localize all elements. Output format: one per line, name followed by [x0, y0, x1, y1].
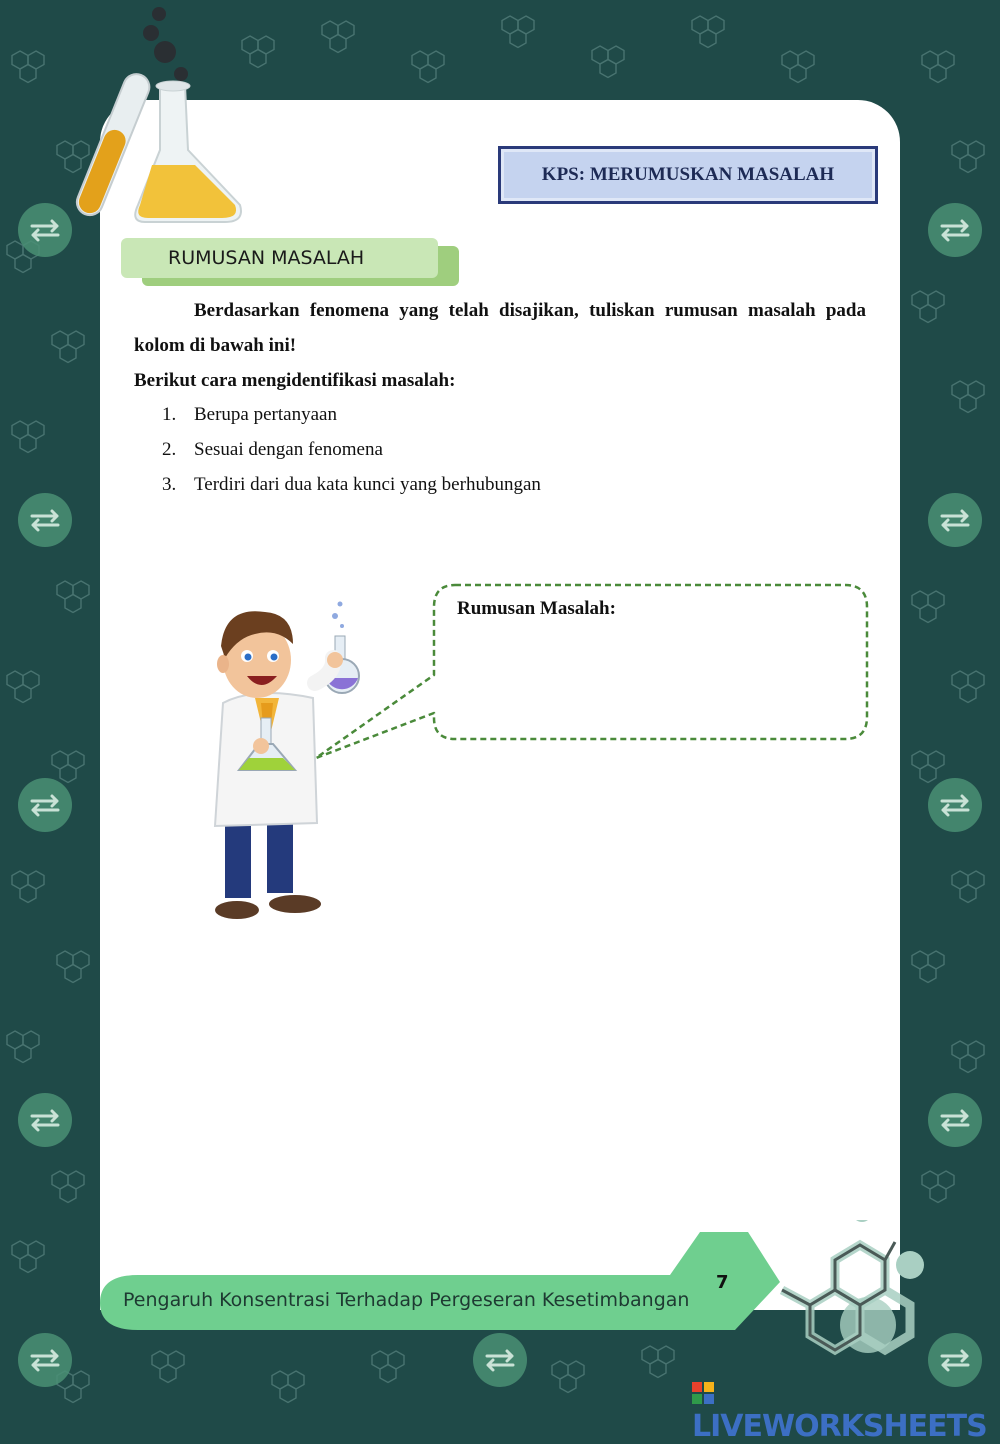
kps-label: KPS: MERUMUSKAN MASALAH — [541, 164, 835, 185]
section-heading-text: RUMUSAN MASALAH — [168, 247, 365, 269]
list-item-text: Berupa pertanyaan — [194, 404, 337, 425]
section-heading — [121, 238, 438, 278]
list-item-number: 1. — [162, 404, 177, 425]
molecule-pattern-top — [242, 16, 814, 83]
page-number: 7 — [716, 1272, 729, 1293]
watermark-text: LIVEWORKSHEETS — [692, 1409, 987, 1444]
list-item-number: 2. — [162, 439, 177, 460]
instruction-paragraph: Berdasarkan fenomena yang telah disajikan, tuliskan rumusan masalah pada — [194, 300, 866, 321]
liveworksheets-watermark — [692, 1374, 1000, 1444]
footer-title: Pengaruh Konsentrasi Terhadap Pergeseran Kesetimbangan — [123, 1289, 690, 1311]
list-item — [162, 432, 383, 467]
liveworksheets-logo-icon — [692, 1382, 714, 1404]
list-item-number: 3. — [162, 474, 177, 495]
list-item — [162, 467, 541, 502]
kps-label-box — [498, 146, 878, 204]
identification-subheading: Berikut cara mengidentifikasi masalah: — [134, 370, 456, 391]
list-item-text: Sesuai dengan fenomena — [194, 439, 383, 460]
lab-flasks-illustration — [60, 0, 260, 235]
answer-bubble-label: Rumusan Masalah: — [457, 598, 616, 619]
instruction-paragraph-cont: kolom di bawah ini! — [134, 335, 297, 356]
list-item — [162, 397, 337, 432]
list-item-text: Terdiri dari dua kata kunci yang berhubungan — [194, 474, 541, 495]
